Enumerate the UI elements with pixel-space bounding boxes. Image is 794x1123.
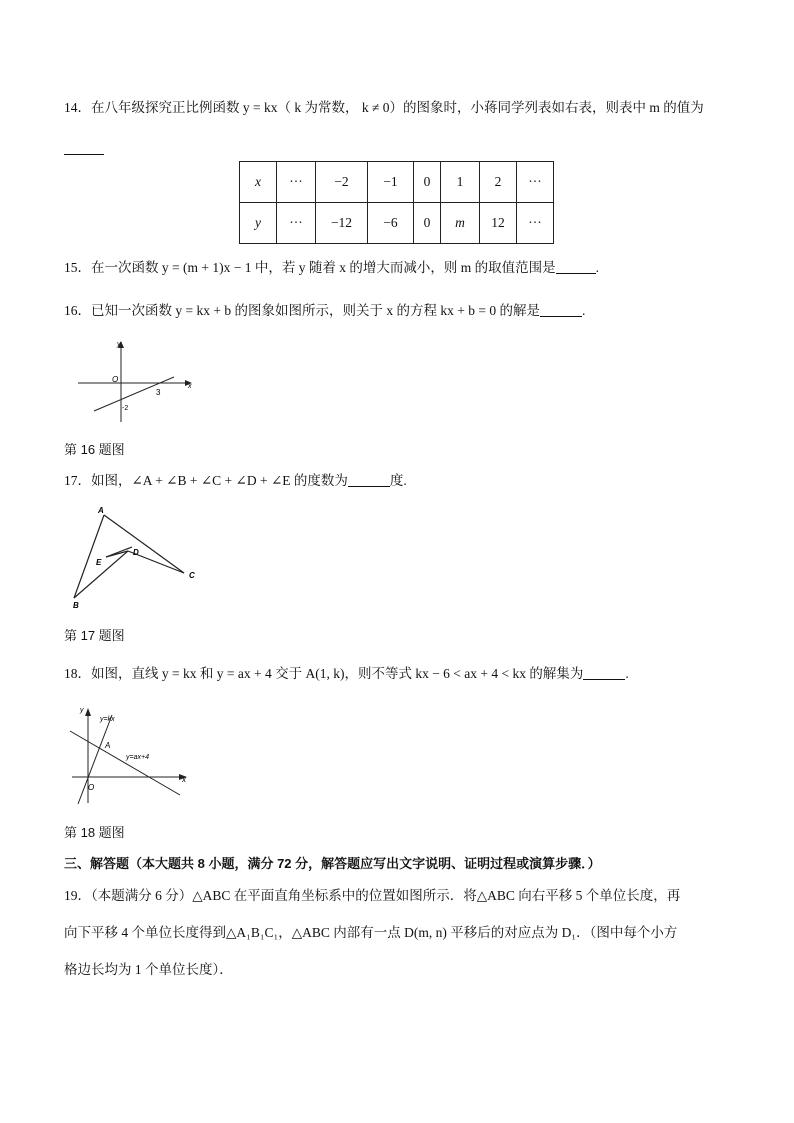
label-d: D [133, 548, 139, 557]
q14-text: 14．在八年级探究正比例函数 y = kx（ k 为常数， k ≠ 0）的图象时，小蒋同学列表如右表，则表中 m 的值为 [64, 100, 704, 115]
q17-text [64, 471, 407, 491]
function-line [94, 377, 174, 411]
y-label: y [80, 707, 84, 714]
line-ax4-label: y=ax+4 [126, 754, 149, 761]
q18-text [64, 664, 629, 684]
table-cell: −6 [368, 203, 414, 244]
label-c: C [189, 571, 195, 580]
q15-end: . [595, 260, 599, 275]
label-b: B [73, 601, 79, 610]
line-ax-plus-4 [70, 731, 180, 795]
q19-line-3: 格边长均为 1 个单位长度）． [64, 962, 233, 977]
table-cell: 1 [441, 162, 480, 203]
table-row [240, 162, 554, 203]
q14-answer-line [64, 139, 104, 159]
y-label: y [117, 341, 121, 348]
origin-label: O [112, 375, 119, 384]
q16-end: . [581, 303, 586, 318]
table-cell: −2 [316, 162, 368, 203]
section-heading: 三、解答题（本大题共 8 小题，满分 72 分，解答题应写出文字说明、证明过程或演算步骤．） [64, 856, 601, 871]
table-cell: ··· [517, 203, 554, 244]
segment-ac [104, 515, 184, 573]
label-a: A [98, 506, 104, 515]
answer-blank[interactable] [540, 302, 582, 317]
table-cell: ··· [277, 162, 316, 203]
table-cell: 0 [414, 162, 441, 203]
point-a-label: A [105, 741, 111, 750]
answer-blank[interactable] [556, 259, 596, 274]
x-label: x [182, 775, 186, 784]
q18-caption: 第 18 题图 [64, 825, 125, 840]
table-cell: m [441, 203, 480, 244]
answer-blank[interactable] [583, 665, 625, 680]
q19-line-1: 19．（本题满分 6 分）△ABC 在平面直角坐标系中的位置如图所示．将△ABC 向右平移 5 个单位长度，再 [64, 888, 681, 903]
q19-line-2: 向下平移 4 个单位长度得到△A₁B₁C₁，△ABC 内部有一点 D(m, n) 平移后的对应点为 D₁．（图中每个小方 [64, 925, 678, 940]
table-cell: 12 [480, 203, 517, 244]
q16-figure [78, 337, 198, 427]
table-cell: 2 [480, 162, 517, 203]
y-axis-arrow [85, 708, 91, 716]
q17-end: 度. [389, 473, 407, 488]
q16-question: 16．已知一次函数 y = kx + b 的图象如图所示，则关于 x 的方程 kx + b = 0 的解是 [64, 303, 540, 318]
x-intercept-label: 3 [156, 388, 161, 397]
label-e: E [96, 558, 102, 567]
q15-question: 15．在一次函数 y = (m + 1)x − 1 中，若 y 随着 x 的增大而减小，则 m 的取值范围是 [64, 260, 556, 275]
table-cell: ··· [517, 162, 554, 203]
x-label: x [188, 383, 192, 390]
q17-figure [66, 503, 206, 613]
answer-blank[interactable] [64, 140, 104, 155]
line-kx [78, 715, 112, 804]
q17-caption: 第 17 题图 [64, 628, 125, 643]
value-table [239, 161, 554, 244]
table-cell: 0 [414, 203, 441, 244]
table-cell: x [240, 162, 277, 203]
table-cell: −1 [368, 162, 414, 203]
table-cell: y [240, 203, 277, 244]
origin-label: O [88, 783, 95, 792]
answer-blank[interactable] [348, 472, 390, 487]
q15-text [64, 258, 599, 278]
q16-caption: 第 16 题图 [64, 442, 125, 457]
table-cell: ··· [277, 203, 316, 244]
line-kx-label: y=kx [100, 716, 115, 723]
q17-question: 17．如图，∠A + ∠B + ∠C + ∠D + ∠E 的度数为 [64, 473, 348, 488]
y-intercept-label: -2 [122, 405, 129, 412]
table-cell: −12 [316, 203, 368, 244]
q18-figure [66, 703, 196, 808]
q18-end: . [625, 666, 629, 681]
q18-question: 18．如图，直线 y = kx 和 y = ax + 4 交于 A(1, k)，则不等式 kx − 6 < ax + 4 < kx 的解集为 [64, 666, 584, 681]
q16-text [64, 301, 585, 321]
table-row [240, 203, 554, 244]
